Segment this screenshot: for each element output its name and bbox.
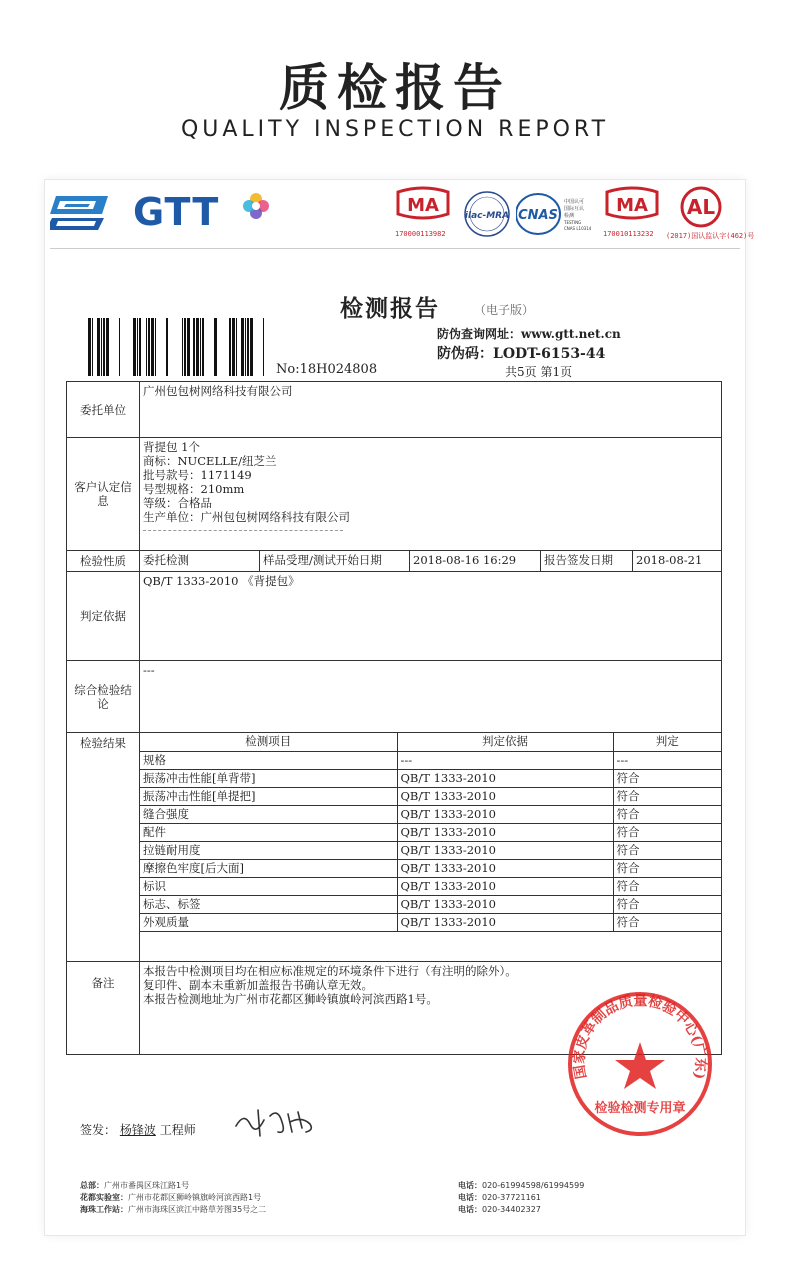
anti-fake-code-line [437, 343, 605, 363]
seal-ring-text: 国家皮革制品质量检验中心(广东) [571, 993, 709, 1081]
note-line: 复印件、副本未重新加盖报告书确认章无效。 [143, 978, 373, 992]
sample-row [67, 438, 722, 551]
results-row [67, 733, 722, 962]
result-standard: QB/T 1333-2010 [397, 895, 613, 913]
result-item: 外观质量 [140, 913, 397, 931]
svg-text:中国认可: 中国认可 [564, 199, 585, 205]
result-verdict: 符合 [613, 805, 721, 823]
dashed-divider [143, 530, 343, 531]
cma-number-1: 170000113982 [395, 230, 446, 238]
result-standard: QB/T 1333-2010 [397, 787, 613, 805]
result-row [140, 751, 721, 769]
cal-mark-icon [677, 186, 725, 230]
date-label: 样品受理/测试开始日期 [260, 551, 410, 572]
results-label: 检验结果 [67, 733, 140, 962]
footer-phone-value: 020-34402327 [482, 1205, 541, 1214]
header-divider [50, 248, 740, 249]
gtt-flower-icon [242, 192, 270, 220]
svg-text:CNAS L10314: CNAS L10314 [564, 226, 592, 231]
client-value: 广州包包树网络科技有限公司 [140, 382, 722, 438]
footer-addr-value: 广州市海珠区滨江中路草芳图35号之二 [128, 1205, 267, 1214]
signature-line [80, 1121, 196, 1138]
result-verdict: --- [613, 751, 721, 769]
gtt-emblem-icon [50, 192, 110, 232]
sample-line: 等级：合格品 [143, 496, 212, 510]
footer-phone-label: 电话： [458, 1193, 482, 1202]
results-cell [140, 733, 722, 962]
result-standard: QB/T 1333-2010 [397, 913, 613, 931]
sample-info [140, 438, 722, 551]
result-row [140, 769, 721, 787]
result-standard: QB/T 1333-2010 [397, 805, 613, 823]
client-label: 委托单位 [67, 382, 140, 438]
footer-addr-label: 海珠工作站： [80, 1205, 128, 1214]
result-item: 规格 [140, 751, 397, 769]
barcode-icon [88, 318, 273, 376]
banner-subtitle: QUALITY INSPECTION REPORT [180, 117, 610, 142]
footer-phone-label: 电话： [458, 1181, 482, 1190]
handwritten-signature-icon [230, 1102, 320, 1142]
signer-title: 工程师 [159, 1123, 196, 1137]
result-row [140, 823, 721, 841]
svg-text:检测: 检测 [564, 213, 575, 219]
result-verdict: 符合 [613, 895, 721, 913]
issue-label: 报告签发日期 [541, 551, 633, 572]
ilac-mra-icon [463, 190, 511, 238]
client-row [67, 382, 722, 438]
result-standard: QB/T 1333-2010 [397, 877, 613, 895]
sample-line: 号型规格：210mm [143, 482, 245, 496]
result-verdict: 符合 [613, 823, 721, 841]
nature-row [67, 551, 722, 572]
footer-addr-value: 广州市番禺区珠江路1号 [104, 1181, 190, 1190]
notes-label: 备注 [67, 962, 140, 1055]
basis-row [67, 572, 722, 661]
cma-mark-icon [394, 186, 452, 224]
result-item: 缝合强度 [140, 805, 397, 823]
results-header [140, 733, 721, 751]
result-row [140, 895, 721, 913]
result-standard: --- [397, 751, 613, 769]
sample-label: 客户认定信息 [67, 438, 140, 551]
result-item: 标志、标签 [140, 895, 397, 913]
official-seal-icon [566, 990, 714, 1138]
gtt-logo-text: GTT [133, 190, 220, 234]
report-title-sub: （电子版） [474, 303, 535, 317]
note-line: 本报告检测地址为广州市花都区狮岭镇旗岭河滨西路1号。 [143, 992, 438, 1006]
col-standard: 判定依据 [397, 733, 613, 751]
result-verdict: 符合 [613, 877, 721, 895]
result-verdict: 符合 [613, 859, 721, 877]
issue-value: 2018-08-21 [633, 551, 722, 572]
sample-line: 生产单位：广州包包树网络科技有限公司 [143, 510, 350, 524]
report-table [66, 381, 722, 1055]
footer-phone [458, 1180, 584, 1192]
col-item: 检测项目 [140, 733, 397, 751]
result-item: 摩擦色牢度[后大面] [140, 859, 397, 877]
sample-line: 背提包 1个 [143, 440, 200, 454]
nature-value: 委托检测 [140, 551, 260, 572]
cma-mark-2-icon [603, 186, 661, 224]
svg-text:AL: AL [686, 195, 716, 219]
banner-title: 质检报告 [279, 59, 511, 117]
svg-text:ilac-MRA: ilac-MRA [464, 211, 510, 221]
svg-text:CNAS: CNAS [518, 208, 558, 223]
footer-phone-value: 020-61994598/61994599 [482, 1181, 585, 1190]
basis-value: QB/T 1333-2010 《背提包》 [140, 572, 722, 661]
footer-phone [458, 1204, 584, 1216]
signer-name: 杨锋波 [119, 1123, 156, 1137]
col-verdict: 判定 [613, 733, 721, 751]
verify-label: 防伪查询网址： [437, 327, 522, 341]
basis-label: 判定依据 [67, 572, 140, 661]
result-item: 振荡冲击性能[单提把] [140, 787, 397, 805]
verify-url-line [437, 325, 621, 342]
footer-phone-value: 020-37721161 [482, 1193, 541, 1202]
result-verdict: 符合 [613, 787, 721, 805]
result-row [140, 787, 721, 805]
footer-address [80, 1180, 266, 1192]
result-row [140, 877, 721, 895]
footer-address [80, 1192, 266, 1204]
result-verdict: 符合 [613, 913, 721, 931]
result-verdict: 符合 [613, 841, 721, 859]
result-row [140, 805, 721, 823]
cma-number-2: 170010113232 [603, 230, 654, 238]
report-number: No:18H024808 [276, 362, 378, 377]
verify-url: www.gtt.net.cn [521, 327, 621, 341]
footer-phone [458, 1192, 584, 1204]
seal-bottom-text: 检验检测专用章 [594, 1101, 686, 1116]
result-row [140, 841, 721, 859]
footer-address [80, 1204, 266, 1216]
result-item: 标识 [140, 877, 397, 895]
footer-addr-label: 总部： [80, 1181, 104, 1190]
cal-number: (2017)国认监认字(462)号 [666, 232, 755, 240]
conclusion-row [67, 661, 722, 733]
svg-text:MA: MA [616, 195, 648, 216]
report-title: 检测报告 [340, 295, 440, 322]
footer-phones [458, 1180, 584, 1216]
result-item: 拉链耐用度 [140, 841, 397, 859]
sample-line: 商标：NUCELLE/纽芝兰 [143, 454, 277, 468]
cnas-mark-icon [516, 192, 596, 236]
result-item: 配件 [140, 823, 397, 841]
svg-text:国际互认: 国际互认 [564, 206, 585, 212]
code-label: 防伪码： [437, 346, 493, 362]
conclusion-value: --- [140, 661, 722, 733]
svg-text:TESTING: TESTING [564, 220, 582, 225]
footer-phone-label: 电话： [458, 1205, 482, 1214]
result-verdict: 符合 [613, 769, 721, 787]
date-value: 2018-08-16 16:29 [410, 551, 541, 572]
note-line: 本报告中检测项目均在相应标准规定的环境条件下进行（有注明的除外）。 [143, 964, 517, 978]
conclusion-label: 综合检验结论 [67, 661, 140, 733]
nature-label: 检验性质 [67, 551, 140, 572]
page-info: 共5页 第1页 [505, 365, 573, 379]
result-standard: QB/T 1333-2010 [397, 769, 613, 787]
footer-addr-label: 花都实验室： [80, 1193, 128, 1202]
code-value: LODT-6153-44 [493, 346, 606, 362]
result-row [140, 859, 721, 877]
result-standard: QB/T 1333-2010 [397, 823, 613, 841]
result-item: 振荡冲击性能[单背带] [140, 769, 397, 787]
footer-addresses [80, 1180, 266, 1216]
result-standard: QB/T 1333-2010 [397, 859, 613, 877]
svg-text:MA: MA [407, 195, 439, 216]
result-standard: QB/T 1333-2010 [397, 841, 613, 859]
result-row [140, 913, 721, 931]
sample-line: 批号款号：1171149 [143, 468, 252, 482]
footer-addr-value: 广州市花都区狮岭镇旗岭河滨西路1号 [128, 1193, 262, 1202]
sign-label: 签发： [80, 1123, 117, 1137]
results-table [140, 733, 721, 932]
